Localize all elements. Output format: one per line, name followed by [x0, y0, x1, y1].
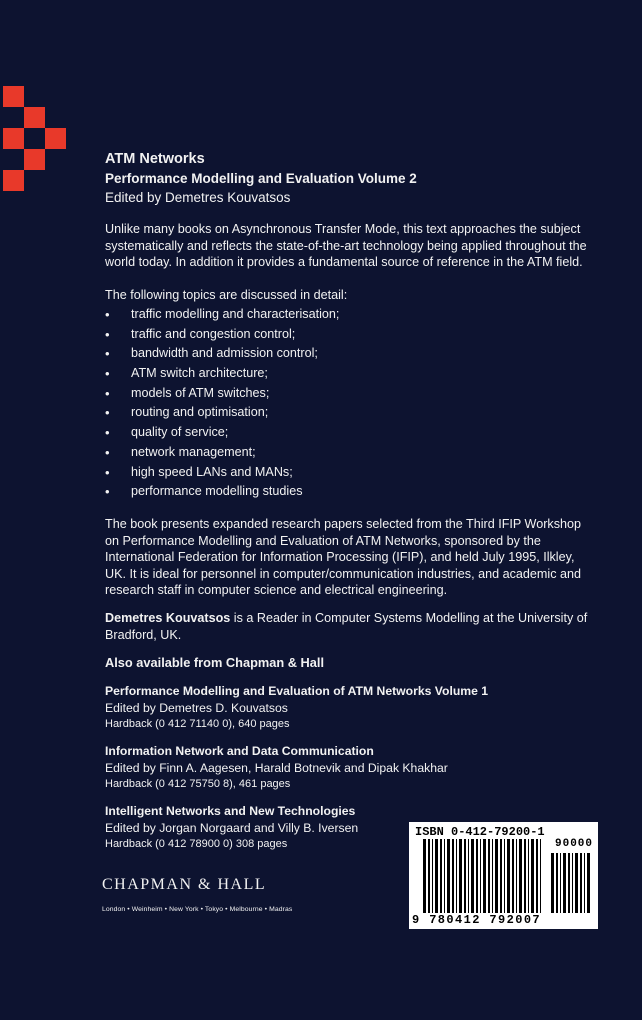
topic-item: • traffic and congestion control; [105, 325, 339, 345]
publisher-cities: London • Weinheim • New York • Tokyo • Melbourne • Madras [102, 906, 293, 913]
decor-square [24, 107, 45, 128]
book-description: The book presents expanded research papers selected from the Third IFIP Workshop on Performance Modelling and Evaluation of ATM Networks, sponsored by the International Federation for Information Processing (IFIP), and held July 1995, Ilkley, UK. It is ideal for personnel in computer/communication industries, and academic and research staff in computer science and electrical engineering. [105, 517, 582, 597]
barcode-addon-number: 90000 [555, 838, 594, 850]
decor-square [24, 149, 45, 170]
isbn-text: ISBN 0-412-79200-1 [415, 825, 545, 839]
related-book-hardback: Hardback (0 412 71140 0), 640 pages [105, 718, 290, 730]
related-book-editors: Edited by Demetres D. Kouvatsos [105, 701, 288, 715]
barcode-icon [423, 839, 545, 913]
topics-list [105, 305, 339, 502]
decor-square [3, 128, 24, 149]
related-book-title: Information Network and Data Communication [105, 744, 374, 758]
topic-item: • models of ATM switches; [105, 384, 339, 404]
decor-square [3, 86, 24, 107]
related-book-hardback: Hardback (0 412 78900 0) 308 pages [105, 838, 288, 850]
topic-item: • traffic modelling and characterisation; [105, 305, 339, 325]
book-title: ATM Networks [105, 151, 205, 167]
barcode-addon-icon [551, 853, 591, 913]
author-name: Demetres Kouvatsos [105, 611, 231, 625]
topic-item: • bandwidth and admission control; [105, 344, 339, 364]
topic-item: • performance modelling studies [105, 482, 339, 502]
decor-square [3, 170, 24, 191]
publisher-name: CHAPMAN & HALL [102, 876, 267, 893]
topic-item: • ATM switch architecture; [105, 364, 339, 384]
related-book-editors: Edited by Jorgan Norgaard and Villy B. Iversen [105, 821, 359, 835]
ean-number: 9 780412 792007 [412, 913, 542, 927]
related-book-title: Intelligent Networks and New Technologies [105, 804, 356, 818]
topics-intro: The following topics are discussed in detail: [105, 288, 348, 302]
intro-paragraph: Unlike many books on Asynchronous Transfer Mode, this text approaches the subject systematically and reflects the state-of-the-art technology being applied throughout the world today. In addition it provides a fundamental source of reference in the ATM field. [105, 222, 587, 269]
author-bio-block [105, 610, 595, 643]
also-available-heading: Also available from Chapman & Hall [105, 655, 325, 670]
topic-item: • quality of service; [105, 423, 339, 443]
related-book-hardback: Hardback (0 412 75750 8), 461 pages [105, 778, 291, 790]
topic-item: • high speed LANs and MANs; [105, 463, 339, 483]
related-book-editors: Edited by Finn A. Aagesen, Harald Botnevik and Dipak Khakhar [105, 761, 448, 775]
book-editor: Edited by Demetres Kouvatsos [105, 190, 291, 205]
related-book-title: Performance Modelling and Evaluation of ATM Networks Volume 1 [105, 684, 489, 698]
barcode-label [409, 822, 598, 929]
decor-square [45, 128, 66, 149]
topic-item: • network management; [105, 443, 339, 463]
book-subtitle: Performance Modelling and Evaluation Volume 2 [105, 171, 417, 186]
topic-item: • routing and optimisation; [105, 403, 339, 423]
author-bio: is a Reader in Computer Systems Modelling at the University of Bradford, UK. [105, 611, 588, 642]
